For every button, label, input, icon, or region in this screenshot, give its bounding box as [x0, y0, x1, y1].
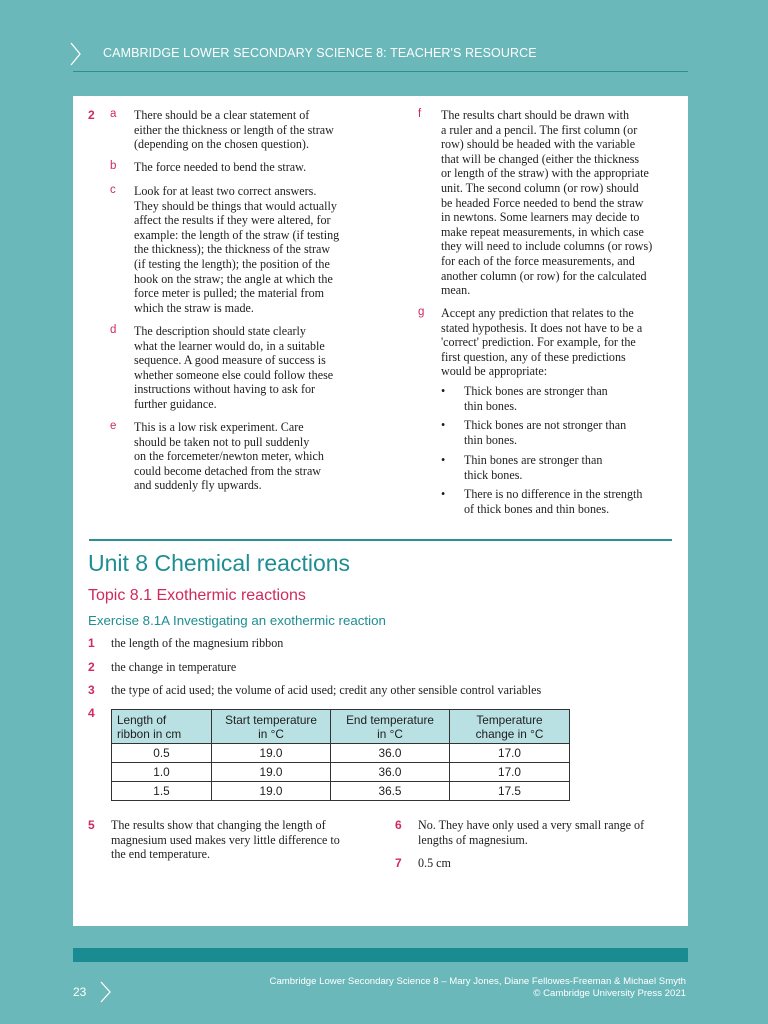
text-line: be headed Force needed to bend the straw — [441, 195, 644, 210]
answer-text — [418, 818, 644, 847]
answer-number: 6 — [395, 818, 402, 832]
text-line: another column (or row) for the calculated — [441, 268, 647, 283]
text-line: The force needed to bend the straw. — [134, 160, 307, 174]
text-line: would be appropriate: — [441, 364, 548, 379]
part-f-text — [441, 108, 652, 298]
question-number: 2 — [88, 108, 95, 122]
text-line: whether someone else could follow these — [134, 367, 334, 382]
text-line: Thick bones are stronger than — [464, 384, 608, 398]
bullet-dot: • — [441, 487, 446, 501]
header-line: Temperature — [476, 712, 543, 727]
bullet-dot: • — [441, 453, 446, 467]
credit-line: © Cambridge University Press 2021 — [533, 988, 686, 999]
column-header — [112, 710, 212, 744]
text-line: and suddenly fly upwards. — [134, 478, 262, 493]
part-label-f: f — [418, 108, 422, 120]
part-a-text — [134, 108, 334, 152]
part-label-e: e — [110, 420, 117, 432]
table-cell: 19.0 — [212, 763, 331, 782]
text-line: There is no difference in the strength — [464, 487, 643, 501]
text-line: Thin bones are stronger than — [464, 453, 603, 467]
text-line: unit. The second column (or row) should — [441, 180, 639, 195]
bullet-item — [464, 418, 626, 447]
table-cell: 1.0 — [112, 763, 212, 782]
header-line: in °C — [258, 726, 284, 741]
unit-title: Unit 8 Chemical reactions — [88, 550, 351, 576]
text-line: hook on the straw; the angle at which the — [134, 271, 333, 286]
answer-text: the type of acid used; the volume of acid used; credit any other sensible control variables — [111, 683, 542, 697]
text-line: a ruler and a pencil. The first column (or — [441, 122, 638, 137]
table-cell: 36.5 — [331, 782, 450, 801]
bullet-item — [464, 453, 602, 482]
bullet-dot: • — [441, 418, 446, 432]
answer-number: 2 — [88, 660, 95, 674]
text-line: what the learner would do, in a suitable — [134, 338, 325, 353]
text-line: row) should be headed with the variable — [441, 137, 636, 152]
text-line: which the straw is made. — [134, 300, 254, 315]
text-line: There should be a clear statement of — [134, 108, 310, 122]
text-line: They should be things that would actually — [134, 198, 337, 213]
text-line: thin bones. — [464, 398, 518, 413]
text-line: sequence. A good measure of success is — [134, 353, 326, 368]
bullet-item — [464, 487, 642, 516]
text-line: Accept any prediction that relates to the — [441, 306, 634, 320]
results-table — [111, 709, 570, 801]
page-number: 23 — [73, 985, 87, 999]
table-cell: 17.0 — [450, 744, 570, 763]
text-line: mean. — [441, 283, 471, 298]
table-cell: 0.5 — [112, 744, 212, 763]
table-cell: 36.0 — [331, 763, 450, 782]
part-g-text — [441, 306, 642, 379]
chevron-right-icon — [100, 981, 112, 1003]
text-line: of thick bones and thin bones. — [464, 501, 610, 516]
text-line: No. They have only used a very small range of — [418, 818, 645, 832]
text-line: or length of the straw) with the appropriate — [441, 166, 649, 181]
table-cell: 1.5 — [112, 782, 212, 801]
header-line: in °C — [377, 726, 403, 741]
table-cell: 19.0 — [212, 744, 331, 763]
text-line: the end temperature. — [111, 847, 211, 862]
text-line: force meter is pulled; the material from — [134, 286, 325, 301]
text-line: could become detached from the straw — [134, 463, 322, 478]
text-line: Look for at least two correct answers. — [134, 184, 317, 198]
chevron-right-icon — [70, 42, 82, 66]
topic-title: Topic 8.1 Exothermic reactions — [88, 587, 306, 604]
credit-line: Cambridge Lower Secondary Science 8 – Mary Jones, Diane Fellowes-Freeman & Michael Smyth — [269, 976, 686, 987]
header-title: CAMBRIDGE LOWER SECONDARY SCIENCE 8: TEACHER'S RESOURCE — [103, 46, 537, 60]
table-header-row — [112, 710, 570, 744]
bullet-dot: • — [441, 384, 446, 398]
part-b-text — [134, 160, 306, 175]
text-line: instructions without having to ask for — [134, 382, 316, 397]
header-line: End temperature — [346, 712, 434, 727]
answer-text: the change in temperature — [111, 660, 237, 674]
text-line: should be taken not to pull suddenly — [134, 434, 310, 449]
text-line: thick bones. — [464, 467, 523, 482]
text-line: example: the length of the straw (if testing — [134, 227, 340, 242]
footer-bar — [73, 948, 688, 962]
table-cell: 36.0 — [331, 744, 450, 763]
text-line: either the thickness or length of the straw — [134, 122, 334, 137]
text-line: lengths of magnesium. — [418, 832, 528, 847]
text-line: first question, any of these predictions — [441, 349, 626, 364]
part-label-a: a — [110, 108, 117, 120]
table-row — [112, 782, 570, 801]
answer-text — [111, 818, 340, 862]
answer-text: 0.5 cm — [418, 856, 451, 870]
text-line: magnesium used makes very little difference to — [111, 832, 340, 847]
text-line: (depending on the chosen question). — [134, 137, 309, 152]
header-rule — [73, 71, 688, 72]
column-header — [212, 710, 331, 744]
part-c-text — [134, 184, 339, 315]
text-line: affect the results if they were altered, for — [134, 213, 331, 228]
text-line: for each of the force measurements, and — [441, 253, 635, 268]
section-divider — [89, 539, 672, 541]
bullet-item — [464, 384, 608, 413]
table-row — [112, 744, 570, 763]
column-header — [331, 710, 450, 744]
answer-number: 4 — [88, 706, 95, 720]
header-line: ribbon in cm — [117, 726, 182, 741]
column-header — [450, 710, 570, 744]
table-cell: 19.0 — [212, 782, 331, 801]
header-line: change in °C — [475, 726, 544, 741]
footer-credit — [270, 976, 686, 1000]
page-header — [0, 0, 768, 72]
text-line: in newtons. Some learners may decide to — [441, 210, 640, 225]
table-cell: 17.0 — [450, 763, 570, 782]
answer-number: 5 — [88, 818, 95, 832]
text-line: The results show that changing the length of — [111, 818, 326, 832]
part-e-text — [134, 420, 324, 493]
answer-number: 3 — [88, 683, 95, 697]
text-line: on the forcemeter/newton meter, which — [134, 449, 324, 464]
text-line: (if testing the length); the position of the — [134, 256, 330, 271]
text-line: stated hypothesis. It does not have to be a — [441, 320, 643, 335]
part-label-d: d — [110, 324, 117, 336]
part-d-text — [134, 324, 333, 412]
text-line: they will need to include columns (or rows) — [441, 239, 653, 254]
header-line: Start temperature — [225, 712, 317, 727]
part-label-c: c — [110, 184, 116, 196]
text-line: the thickness); the thickness of the straw — [134, 242, 331, 257]
text-line: The results chart should be drawn with — [441, 108, 630, 122]
text-line: 'correct' prediction. For example, for the — [441, 335, 636, 350]
text-line: Thick bones are not stronger than — [464, 418, 627, 432]
text-line: that will be changed (either the thickness — [441, 151, 640, 166]
header-line: Length of — [117, 712, 167, 727]
table-row — [112, 763, 570, 782]
answer-text: the length of the magnesium ribbon — [111, 636, 284, 650]
text-line: make repeat measurements, in which case — [441, 224, 644, 239]
exercise-title: Exercise 8.1A Investigating an exothermic reaction — [88, 613, 386, 628]
part-label-g: g — [418, 306, 425, 318]
table-cell: 17.5 — [450, 782, 570, 801]
answer-number: 7 — [395, 856, 402, 870]
text-line: thin bones. — [464, 432, 518, 447]
part-label-b: b — [110, 160, 117, 172]
text-line: The description should state clearly — [134, 324, 306, 338]
answer-number: 1 — [88, 636, 95, 650]
text-line: further guidance. — [134, 396, 217, 411]
text-line: This is a low risk experiment. Care — [134, 420, 304, 434]
